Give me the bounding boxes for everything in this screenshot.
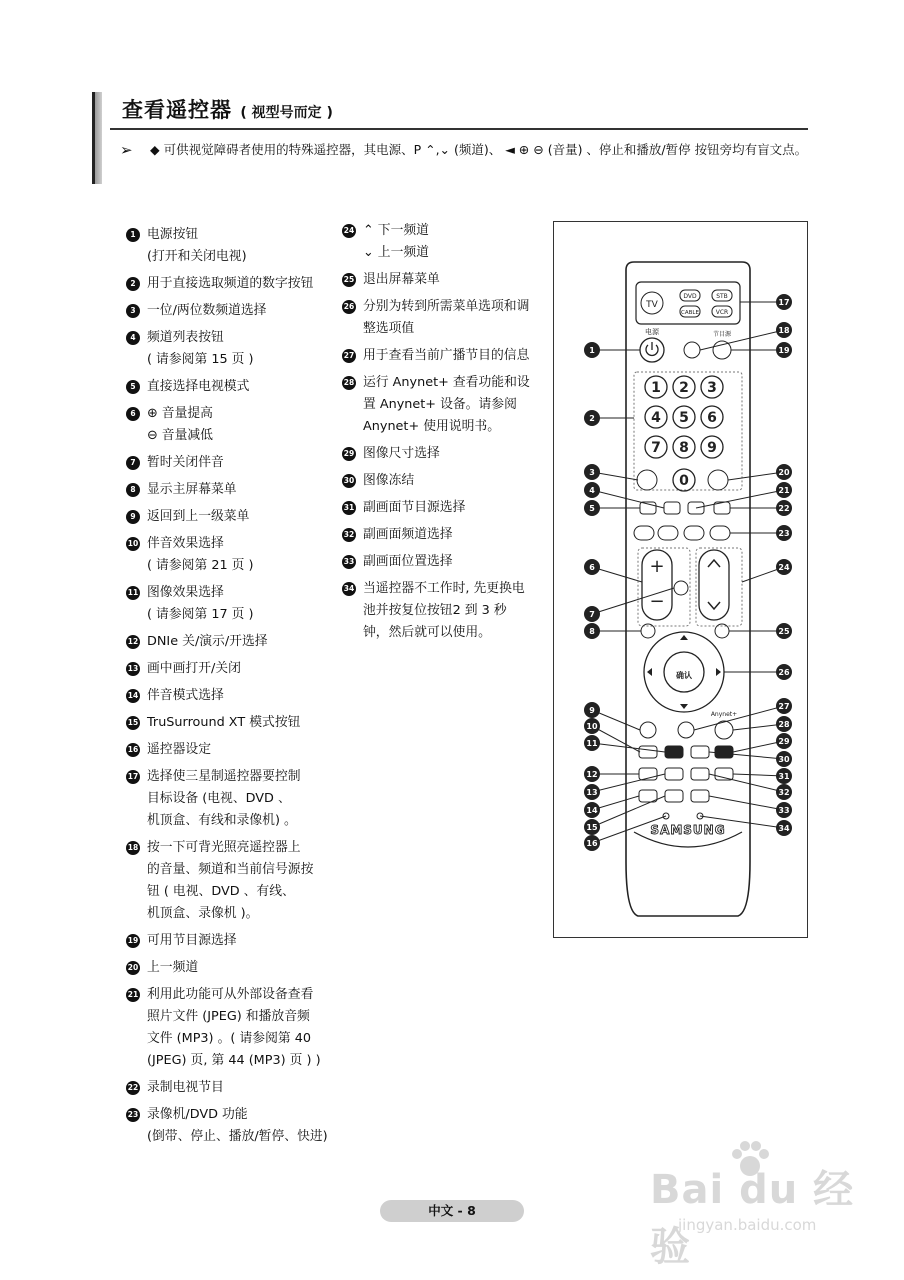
callout-number-icon: 4 — [126, 331, 140, 345]
callout-number-icon: 15 — [126, 716, 140, 730]
key-6-label: 6 — [707, 410, 717, 426]
volume-up-icon: + — [649, 556, 665, 577]
callout-number-icon: 28 — [342, 376, 356, 390]
legend-line: (JPEG) 页, 第 44 (MP3) 页 ) ) — [147, 1053, 321, 1068]
callout-number-icon: 33 — [342, 555, 356, 569]
callout-label-34: 34 — [778, 824, 790, 833]
legend-line: 图像效果选择 — [147, 585, 224, 600]
legend-line: (打开和关闭电视) — [147, 249, 247, 264]
callout-label-14: 14 — [586, 806, 598, 815]
title-text: 查看遥控器 — [122, 98, 232, 122]
legend-line: 利用此功能可从外部设备查看 — [147, 987, 314, 1002]
legend-item-17 — [126, 766, 336, 832]
callout-label-12: 12 — [586, 770, 598, 779]
callout-number-icon: 1 — [126, 228, 140, 242]
callout-label-20: 20 — [778, 468, 790, 477]
legend-line: 文件 (MP3) 。( 请参阅第 40 — [147, 1031, 312, 1046]
ok-label: 确认 — [676, 671, 692, 680]
watermark — [650, 1138, 860, 1270]
legend-line: 分别为转到所需菜单选项和调 — [363, 299, 530, 314]
legend-line: 按一下可背光照亮遥控器上 — [147, 840, 301, 855]
legend-item-15 — [126, 712, 336, 734]
remote-svg — [554, 222, 809, 939]
callout-number-icon: 23 — [126, 1108, 140, 1122]
watermark-brand: Bai du 经验 — [650, 1167, 855, 1270]
remote-illustration — [553, 221, 808, 938]
legend-line: 频道列表按钮 — [147, 330, 224, 345]
legend-item-7 — [126, 452, 336, 474]
legend-line: 直接选择电视模式 — [147, 379, 250, 394]
legend-line: ⌃ 下一频道 — [363, 223, 429, 238]
legend-line: ⊖ 音量减低 — [147, 428, 213, 443]
callout-number-icon: 2 — [126, 277, 140, 291]
legend-line: ⌄ 上一频道 — [363, 245, 429, 260]
legend-item-33 — [342, 551, 552, 573]
legend-line: 照片文件 (JPEG) 和播放音频 — [147, 1009, 310, 1024]
key-4-label: 4 — [651, 410, 661, 426]
title-divider — [110, 128, 808, 130]
callout-label-17: 17 — [778, 298, 790, 307]
legend-item-8 — [126, 479, 336, 501]
callout-number-icon: 31 — [342, 501, 356, 515]
callout-label-31: 31 — [778, 772, 790, 781]
callout-number-icon: 32 — [342, 528, 356, 542]
legend-item-14 — [126, 685, 336, 707]
legend-line: 图像尺寸选择 — [363, 446, 440, 461]
callout-number-icon: 29 — [342, 447, 356, 461]
key-3-label: 3 — [707, 380, 717, 396]
note-text: ◆ 可供视觉障碍者使用的特殊遥控器，其电源、P ⌃,⌄ (频道)、 ◄ ⊕ ⊖ (音量) 、停止和播放/暂停 按钮旁均有盲文点。 — [150, 142, 808, 157]
legend-item-18 — [126, 837, 336, 925]
legend-item-31 — [342, 497, 552, 519]
legend-line: 机顶盒、有线和录像机) 。 — [147, 813, 297, 828]
legend-item-34 — [342, 578, 552, 644]
callout-number-icon: 18 — [126, 841, 140, 855]
legend-line: 副画面位置选择 — [363, 554, 453, 569]
tv-label: TV — [646, 300, 658, 310]
legend-line: ( 请参阅第 17 页 ) — [147, 607, 254, 622]
callout-label-13: 13 — [586, 788, 598, 797]
key-1-label: 1 — [651, 380, 661, 396]
legend-line: (倒带、停止、播放/暂停、快进) — [147, 1129, 328, 1144]
legend-line: 整选项值 — [363, 321, 415, 336]
key-9-label: 9 — [707, 440, 717, 456]
key-5-label: 5 — [679, 410, 689, 426]
callout-label-10: 10 — [586, 722, 598, 731]
legend-line: 上一频道 — [147, 960, 199, 975]
callout-number-icon: 3 — [126, 304, 140, 318]
legend-item-11 — [126, 582, 336, 626]
legend-item-25 — [342, 269, 552, 291]
legend-line: ⊕ 音量提高 — [147, 406, 213, 421]
legend-item-13 — [126, 658, 336, 680]
callout-number-icon: 27 — [342, 349, 356, 363]
legend-item-2 — [126, 273, 336, 295]
callout-number-icon: 9 — [126, 510, 140, 524]
legend-line: 画中画打开/关闭 — [147, 661, 241, 676]
callout-number-icon: 19 — [126, 934, 140, 948]
callout-label-32: 32 — [778, 788, 790, 797]
legend-item-19 — [126, 930, 336, 952]
legend-line: 暂时关闭伴音 — [147, 455, 224, 470]
legend-line: 电源按钮 — [147, 227, 199, 242]
key-8-label: 8 — [679, 440, 689, 456]
callout-label-6: 6 — [589, 563, 595, 572]
legend-item-10 — [126, 533, 336, 577]
legend-item-4 — [126, 327, 336, 371]
callout-number-icon: 26 — [342, 300, 356, 314]
legend-item-12 — [126, 631, 336, 653]
legend-item-9 — [126, 506, 336, 528]
page-number: 中文 - 8 — [380, 1200, 524, 1222]
legend-item-30 — [342, 470, 552, 492]
callout-label-3: 3 — [589, 468, 595, 477]
callout-label-5: 5 — [589, 504, 595, 513]
callout-label-11: 11 — [586, 739, 598, 748]
callout-label-22: 22 — [778, 504, 790, 513]
key-0-label: 0 — [679, 473, 689, 489]
callout-number-icon: 8 — [126, 483, 140, 497]
callout-label-29: 29 — [778, 737, 790, 746]
legend-item-27 — [342, 345, 552, 367]
legend-line: 机顶盒、录像机 )。 — [147, 906, 259, 921]
callout-number-icon: 16 — [126, 743, 140, 757]
callout-number-icon: 24 — [342, 224, 356, 238]
power-label: 电源 — [645, 328, 659, 336]
callout-label-27: 27 — [778, 702, 790, 711]
callout-number-icon: 5 — [126, 380, 140, 394]
callout-number-icon: 7 — [126, 456, 140, 470]
aux-button — [715, 746, 733, 758]
callout-label-9: 9 — [589, 706, 595, 715]
legend-item-29 — [342, 443, 552, 465]
legend-item-32 — [342, 524, 552, 546]
callout-number-icon: 20 — [126, 961, 140, 975]
legend-item-20 — [126, 957, 336, 979]
legend-item-16 — [126, 739, 336, 761]
legend-item-1 — [126, 224, 336, 268]
legend-line: ( 请参阅第 21 页 ) — [147, 558, 254, 573]
legend-item-5 — [126, 376, 336, 398]
legend-item-26 — [342, 296, 552, 340]
callout-number-icon: 13 — [126, 662, 140, 676]
callout-label-7: 7 — [589, 610, 595, 619]
legend-item-24 — [342, 220, 552, 264]
legend-line: 当遥控器不工作时, 先更换电 — [363, 581, 525, 596]
legend-item-22 — [126, 1077, 336, 1099]
source-label: 节目源 — [712, 331, 732, 338]
page-title — [122, 94, 333, 124]
legend-line: Anynet+ 使用说明书。 — [363, 419, 501, 434]
legend-line: DNIe 关/演示/开选择 — [147, 634, 268, 649]
legend-line: ( 请参阅第 15 页 ) — [147, 352, 254, 367]
callout-label-15: 15 — [586, 823, 598, 832]
legend-line: 的音量、频道和当前信号源按 — [147, 862, 314, 877]
legend-line: 目标设备 (电视、DVD 、 — [147, 791, 291, 806]
callout-number-icon: 11 — [126, 586, 140, 600]
callout-label-2: 2 — [589, 414, 595, 423]
callout-label-26: 26 — [778, 668, 790, 677]
callout-number-icon: 17 — [126, 770, 140, 784]
legend-line: TruSurround XT 模式按钮 — [147, 715, 301, 730]
watermark-url: jingyan.baidu.com — [678, 1216, 817, 1234]
anynet-label: Anynet+ — [710, 711, 738, 718]
legend-item-23 — [126, 1104, 336, 1148]
volume-down-icon: − — [649, 591, 665, 612]
legend-line: 图像冻结 — [363, 473, 415, 488]
legend-item-21 — [126, 984, 336, 1072]
legend-line: 副画面频道选择 — [363, 527, 453, 542]
legend-line: 钟，然后就可以使用。 — [363, 625, 491, 640]
callout-label-21: 21 — [778, 486, 790, 495]
callout-number-icon: 25 — [342, 273, 356, 287]
dvd-label: DVD — [683, 293, 697, 300]
legend-column-2 — [342, 220, 552, 649]
legend-line: 钮 ( 电视、DVD 、有线、 — [147, 884, 295, 899]
legend-line: 用于直接选取频道的数字按钮 — [147, 276, 314, 291]
callout-number-icon: 6 — [126, 407, 140, 421]
legend-item-28 — [342, 372, 552, 438]
legend-line: 录制电视节目 — [147, 1080, 224, 1095]
callout-label-4: 4 — [589, 486, 595, 495]
legend-line: 退出屏幕菜单 — [363, 272, 440, 287]
callout-number-icon: 14 — [126, 689, 140, 703]
vcr-label: VCR — [715, 309, 729, 316]
legend-line: 一位/两位数频道选择 — [147, 303, 267, 318]
callout-number-icon: 12 — [126, 635, 140, 649]
callout-label-30: 30 — [778, 755, 790, 764]
legend-line: 录像机/DVD 功能 — [147, 1107, 248, 1122]
callout-label-19: 19 — [778, 346, 790, 355]
callout-label-1: 1 — [589, 346, 595, 355]
callout-number-icon: 21 — [126, 988, 140, 1002]
callout-label-18: 18 — [778, 326, 790, 335]
callout-number-icon: 22 — [126, 1081, 140, 1095]
callout-label-8: 8 — [589, 627, 595, 636]
stb-label: STB — [716, 293, 728, 300]
legend-line: 遥控器设定 — [147, 742, 211, 757]
legend-line: 副画面节目源选择 — [363, 500, 466, 515]
note-arrow-icon: ➢ — [120, 141, 133, 159]
legend-line: 返回到上一级菜单 — [147, 509, 250, 524]
callout-label-33: 33 — [778, 806, 790, 815]
legend-line: 池并按复位按钮2 到 3 秒 — [363, 603, 507, 618]
legend-item-6 — [126, 403, 336, 447]
callout-label-23: 23 — [778, 529, 790, 538]
callout-number-icon: 30 — [342, 474, 356, 488]
key-7-label: 7 — [651, 440, 661, 456]
legend-line: 置 Anynet+ 设备。请参阅 — [363, 397, 517, 412]
cable-label: CABLE — [681, 310, 699, 316]
legend-line: 伴音效果选择 — [147, 536, 224, 551]
legend-line: 用于查看当前广播节目的信息 — [363, 348, 530, 363]
legend-column-1 — [126, 224, 336, 1153]
legend-item-3 — [126, 300, 336, 322]
key-2-label: 2 — [679, 380, 689, 396]
callout-label-16: 16 — [586, 839, 598, 848]
legend-line: 运行 Anynet+ 查看功能和设 — [363, 375, 530, 390]
callout-label-25: 25 — [778, 627, 790, 636]
legend-line: 可用节目源选择 — [147, 933, 237, 948]
callout-label-28: 28 — [778, 720, 790, 729]
brand-logo: SAMSUNG — [650, 823, 726, 837]
aux-button — [665, 746, 683, 758]
title-accent-bar — [92, 92, 102, 184]
callout-label-24: 24 — [778, 563, 790, 572]
legend-line: 选择使三星制遥控器要控制 — [147, 769, 301, 784]
title-subtitle: ( 视型号而定 ) — [240, 105, 333, 121]
legend-line: 显示主屏幕菜单 — [147, 482, 237, 497]
callout-number-icon: 10 — [126, 537, 140, 551]
callout-number-icon: 34 — [342, 582, 356, 596]
legend-line: 伴音模式选择 — [147, 688, 224, 703]
